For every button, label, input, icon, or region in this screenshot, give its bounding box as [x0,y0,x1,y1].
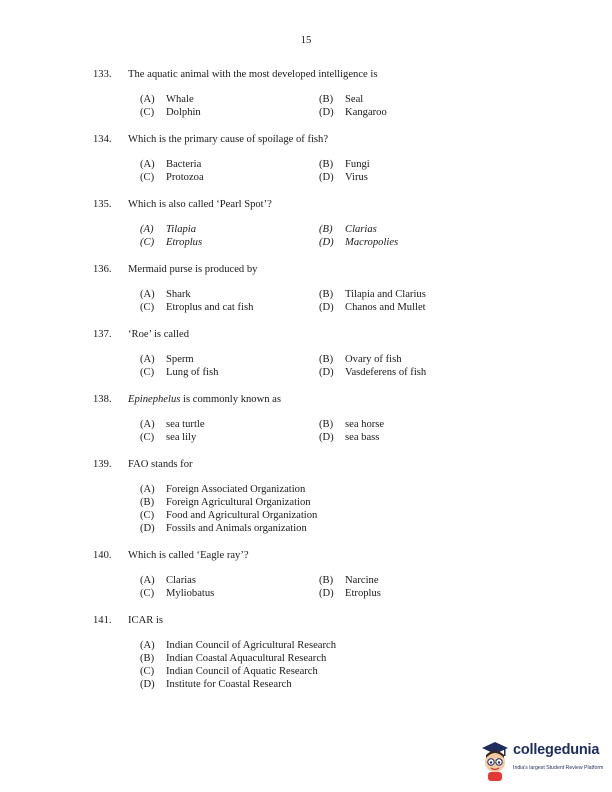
question-number: 138. [93,394,112,405]
option-a: (A) Sperm [140,354,194,365]
option-b: (B) Ovary of fish [319,354,402,365]
question-text: Which is also called ‘Pearl Spot’? [128,199,272,210]
page-number: 15 [300,35,312,46]
option-d: (D) sea bass [319,432,380,443]
option-a: (A) Shark [140,289,191,300]
option-c: (C) Dolphin [140,107,201,118]
option-c: (C) Etroplus [140,237,203,248]
option-b: (B) Tilapia and Clarius [319,289,426,300]
mascot-icon [478,738,512,782]
option-c: (C) sea lily [140,432,197,443]
option-b: (B) Clarias [319,224,377,235]
question-text: Mermaid purse is produced by [128,264,258,275]
question-text: ‘Roe’ is called [128,329,189,340]
option-d: (D) Macropolies [319,237,399,248]
question-text: FAO stands for [128,459,193,470]
option-a: (A) Clarias [140,575,197,586]
logo-tagline: India's largest Student Review Platform [513,765,604,771]
collegedunia-logo [478,738,606,782]
option-b: (B) Fungi [319,159,370,170]
question-text: The aquatic animal with the most developed intelligence is [128,69,378,80]
option-d: (D) Kangaroo [319,107,387,118]
option-d: (D) Chanos and Mullet [319,302,426,313]
logo-wordmark: collegedunia [513,742,600,758]
option-b: (B) Seal [319,94,364,105]
option-c: (C) Indian Council of Aquatic Research [140,666,318,677]
option-c: (C) Myliobatus [140,588,215,599]
question-number: 139. [93,459,112,470]
option-d: (D) Institute for Coastal Research [140,679,292,690]
option-b: (B) Narcine [319,575,379,586]
option-d: (D) Fossils and Animals organization [140,523,307,534]
question-number: 137. [93,329,112,340]
option-d: (D) Virus [319,172,368,183]
option-a: (A) Indian Council of Agricultural Research [140,640,337,651]
question-text: Which is the primary cause of spoilage of fish? [128,134,329,145]
question-text: ICAR is [128,615,164,626]
option-a: (A) Bacteria [140,159,202,170]
option-a: (A) Foreign Associated Organization [140,484,306,495]
option-d: (D) Vasdeferens of fish [319,367,427,378]
option-c: (C) Etroplus and cat fish [140,302,254,313]
question-number: 140. [93,550,112,561]
question-number: 135. [93,199,112,210]
option-b: (B) sea horse [319,419,385,430]
question-number: 134. [93,134,112,145]
option-a: (A) Whale [140,94,194,105]
option-c: (C) Protozoa [140,172,204,183]
option-c: (C) Lung of fish [140,367,219,378]
option-b: (B) Indian Coastal Aquacultural Research [140,653,327,664]
question-text: Epinephelus is commonly known as [128,394,282,405]
option-b: (B) Foreign Agricultural Organization [140,497,311,508]
question-text: Which is called ‘Eagle ray’? [128,550,249,561]
question-number: 136. [93,264,112,275]
option-c: (C) Food and Agricultural Organization [140,510,318,521]
question-number: 133. [93,69,112,80]
species-name: Epinephelus [128,394,181,405]
option-d: (D) Etroplus [319,588,381,599]
question-number: 141. [93,615,112,626]
option-a: (A) sea turtle [140,419,205,430]
option-a: (A) Tilapia [140,224,197,235]
